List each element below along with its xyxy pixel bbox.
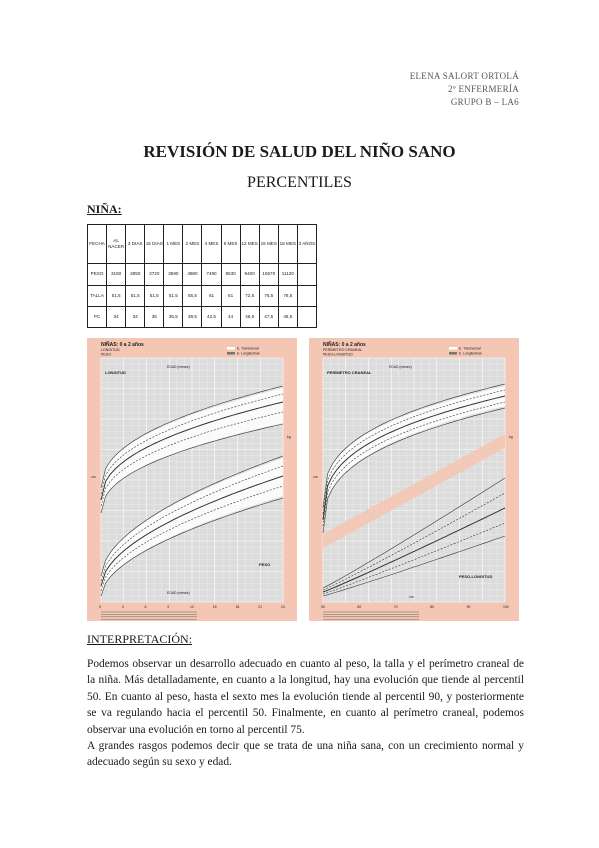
right-growth-chart (309, 338, 519, 621)
table-cell: 55,5 (183, 285, 202, 306)
section-label: PESO-LONGITUD (459, 574, 493, 579)
author-block (410, 70, 519, 109)
x-tick-label: 50 (321, 605, 325, 609)
table-cell: 15 MES (259, 225, 278, 264)
table-cell: 78,5 (278, 285, 297, 306)
x-tick-label: 3 (121, 605, 124, 609)
table-cell: 3590 (164, 264, 183, 285)
table-row-header: PESO (88, 264, 107, 285)
interpretation-paragraph-2: A grandes rasgos podemos decir que se trata de una niña sana, con un crecimiento normal y adecuado según su sexo y edad. (87, 740, 524, 769)
axis-unit-label: kg (509, 435, 513, 439)
table-cell: 42,5 (202, 306, 221, 327)
table-cell: 2 MES (183, 225, 202, 264)
chart-subtitle: PESO (101, 352, 111, 357)
page-title: REVISIÓN DE SALUD DEL NIÑO SANO (143, 142, 456, 161)
table-cell: 36,5 (164, 306, 183, 327)
table-cell: 3150 (107, 264, 126, 285)
author-group: GRUPO B – LA6 (450, 97, 519, 107)
table-cell: 7490 (202, 264, 221, 285)
table-cell (297, 264, 316, 285)
x-tick-label: 0 (99, 605, 101, 609)
x-tick-label: 90 (466, 605, 471, 609)
chart-subtitle: LONGITUD (101, 348, 120, 352)
legend-swatch (227, 347, 235, 350)
x-tick-label: 70 (393, 605, 398, 609)
axis-unit-label: cm (91, 475, 96, 479)
axis-unit-label: kg (287, 435, 291, 439)
interpretation-heading: INTERPRETACIÓN: (87, 632, 193, 646)
section-label: PERÍMETRO CRANEAL (327, 370, 372, 375)
x-tick-label: 15 (212, 605, 217, 609)
chart-subtitle: PESO-LONGITUD (323, 352, 353, 357)
axis-label: EDAD (meses) (389, 365, 412, 369)
table-cell: 47,5 (259, 306, 278, 327)
legend-label: E. Longitudinal (237, 351, 260, 356)
table-row-fecha (88, 225, 317, 264)
page-subtitle: PERCENTILES (247, 174, 352, 191)
chart-title: NIÑAS: 0 a 2 años (101, 342, 144, 348)
table-cell: 6 MES (221, 225, 240, 264)
table-cell: 18 MES (278, 225, 297, 264)
table-row-talla (88, 285, 317, 306)
chart-title: NIÑAS: 0 a 2 años (323, 342, 366, 348)
table-cell: 51,5 (107, 285, 126, 306)
table-cell (297, 285, 316, 306)
x-tick-label: 80 (430, 605, 434, 609)
section-label: LONGITUD (105, 370, 126, 375)
table-cell: 46,5 (240, 306, 259, 327)
growth-data-table (87, 224, 317, 328)
axis-unit-label: cm (313, 475, 318, 479)
table-row-header: TALLA (88, 285, 107, 306)
x-tick-label: 18 (235, 605, 240, 609)
chart-subtitle: PERÍMETRO CRANEAL (323, 348, 363, 352)
x-tick-label: 6 (144, 605, 147, 609)
table-cell: 4980 (183, 264, 202, 285)
table-cell: 11120 (278, 264, 297, 285)
table-row-pc (88, 306, 317, 327)
x-tick-label: 21 (258, 605, 263, 609)
author-course: 2º ENFERMERÍA (448, 84, 519, 94)
growth-charts-image (87, 338, 533, 621)
section-label-nina: NIÑA: (87, 202, 122, 216)
table-cell: 4 MES (202, 225, 221, 264)
legend-label: E. Transversal (459, 346, 481, 351)
x-tick-label: 60 (357, 605, 362, 609)
table-row-peso (88, 264, 317, 285)
table-cell: 9400 (240, 264, 259, 285)
legend-swatch (449, 352, 457, 355)
x-tick-label: 9 (167, 605, 170, 609)
interpretation-paragraph-1: Podemos observar un desarrollo adecuado en cuanto al peso, la talla y el perímetro craneal de la niña. Más detalladamente, en cuanto a la longitud, hay una evolución que tiende al percentil 50. En cuanto al peso, hasta el sexto mes la evolución tiende al percentil 90, y posteriormente se va regulando hacia el percentil 50. Finalmente, en cuanto al perímetro craneal, podemos observar una evolución en torno al percentil 75. (87, 658, 524, 736)
table-cell: AL NACER (107, 225, 126, 264)
x-tick-label: 12 (190, 605, 194, 609)
table-row-header: FECHA (88, 225, 107, 264)
table-cell: 8530 (221, 264, 240, 285)
legend-swatch (449, 347, 457, 350)
table-cell: 34 (107, 306, 126, 327)
table-row-header: PC (88, 306, 107, 327)
table-cell: 3 AÑOS (297, 225, 316, 264)
table-cell: 48,5 (278, 306, 297, 327)
table-cell: 61 (202, 285, 221, 306)
table-cell: 3 DIAS (126, 225, 145, 264)
table-cell: 3720 (145, 264, 164, 285)
left-growth-chart (87, 338, 297, 621)
table-cell: 10670 (259, 264, 278, 285)
table-cell: 51,5 (164, 285, 183, 306)
x-tick-label: 100 (503, 605, 509, 609)
legend-label: E. Longitudinal (459, 351, 482, 356)
table-cell: 2850 (126, 264, 145, 285)
table-cell: 44 (221, 306, 240, 327)
table-cell: 12 MES (240, 225, 259, 264)
table-cell: 51,5 (126, 285, 145, 306)
author-name: ELENA SALORT ORTOLÁ (409, 71, 519, 81)
legend-swatch (227, 352, 235, 355)
table-cell: 1 MES (164, 225, 183, 264)
table-cell (297, 306, 316, 327)
x-tick-label: 24 (281, 605, 285, 609)
axis-label: cm (409, 595, 414, 599)
table-cell: 15 DIAS (145, 225, 164, 264)
table-cell: 76,5 (259, 285, 278, 306)
axis-label: EDAD (meses) (167, 591, 190, 595)
section-label: PESO (259, 562, 271, 567)
table-cell: 35 (145, 306, 164, 327)
table-cell: 61 (221, 285, 240, 306)
table-cell: 72,5 (240, 285, 259, 306)
axis-label: EDAD (meses) (167, 365, 190, 369)
legend-label: E. Transversal (237, 346, 259, 351)
table-cell: 38,5 (183, 306, 202, 327)
table-cell: 51,5 (145, 285, 164, 306)
growth-charts (87, 338, 533, 621)
table-cell: 34 (126, 306, 145, 327)
